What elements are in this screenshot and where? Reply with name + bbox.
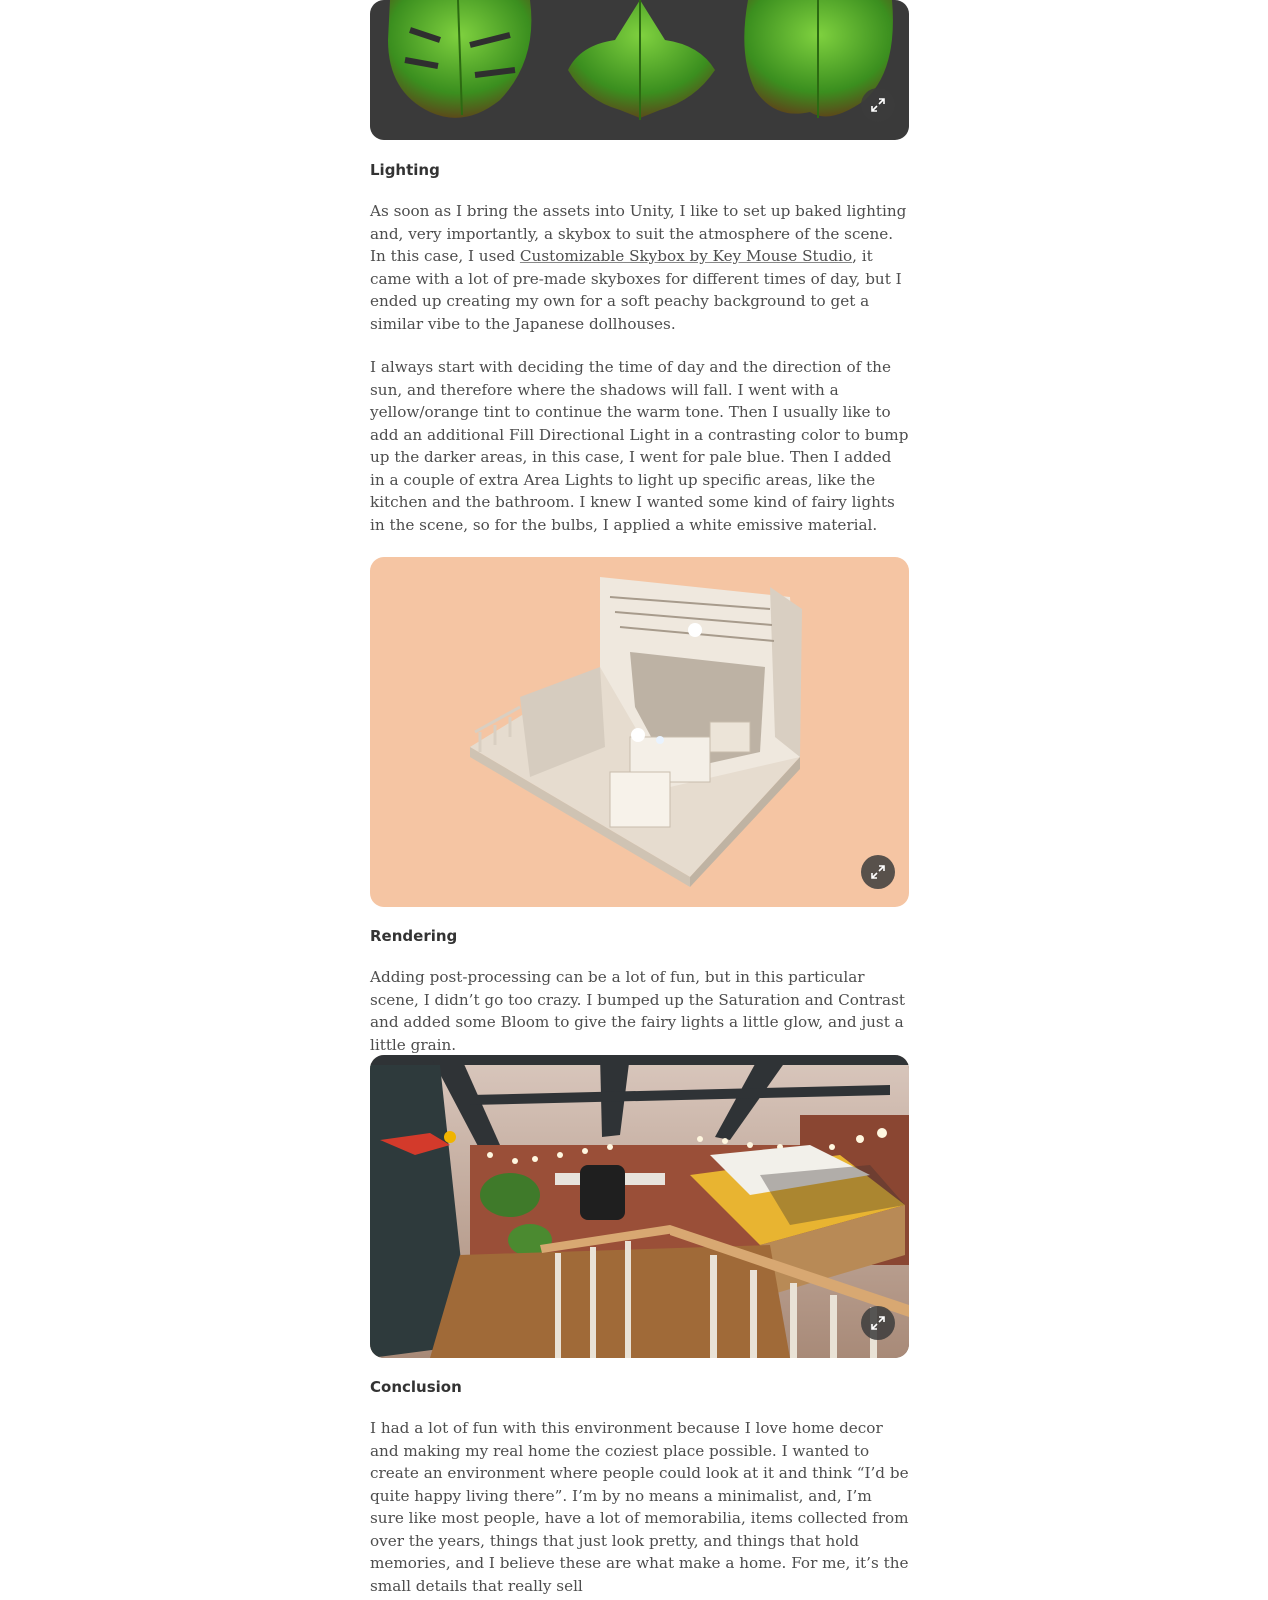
expand-icon xyxy=(870,864,886,880)
leaves-illustration xyxy=(370,0,909,140)
section-heading-rendering: Rendering xyxy=(370,927,458,945)
rendering-paragraph-1: Adding post-processing can be a lot of fun, but in this particular scene, I didn’t go too crazy. I bumped up the Saturation and Contrast and added some Bloom to give the fairy lights a little glow, and just a little grain. xyxy=(370,968,905,1054)
conclusion-paragraph-1: I had a lot of fun with this environment because I love home decor and making my real home the coziest place possible. I wanted to create an environment where people could look at it and think “I’d be quite happy living there”. I’m by no means a minimalist, and, I’m sure like most people, have a lot of memorabilia, items collected from over the years, things that just look pretty, and things that hold memories, and I believe these are what make a home. For me, it’s the small details that really sell xyxy=(370,1419,909,1595)
expand-button[interactable] xyxy=(861,855,895,889)
loft-render-image xyxy=(370,1055,909,1358)
expand-icon xyxy=(870,1315,886,1331)
lighting-paragraph-1: As soon as I bring the assets into Unity, I like to set up baked lighting and, very importantly, a skybox to suit the atmosphere of the scene. In this case, I used Customizable Skybox by Key Mouse Studio, it came with a lot of pre-made skyboxes for different times of day, but I ended up creating my own for a soft peachy background to get a similar vibe to the Japanese dollhouses. xyxy=(370,202,907,333)
loft-illustration xyxy=(370,1055,909,1358)
dollhouse-image xyxy=(370,557,909,907)
dollhouse-illustration xyxy=(370,557,909,907)
leaves-image xyxy=(370,0,909,140)
skybox-link[interactable]: Customizable Skybox by Key Mouse Studio xyxy=(519,247,853,265)
expand-button[interactable] xyxy=(861,88,895,122)
expand-icon xyxy=(870,97,886,113)
expand-button[interactable] xyxy=(861,1306,895,1340)
lighting-paragraph-2: I always start with deciding the time of day and the direction of the sun, and therefore where the shadows will fall. I went with a yellow/orange tint to continue the warm tone. Then I usually like to add an additional Fill Directional Light in a contrasting color to bump up the darker areas, in this case, I went for pale blue. Then I added in a couple of extra Area Lights to light up specific areas, like the kitchen and the bathroom. I knew I wanted some kind of fairy lights in the scene, so for the bulbs, I applied a white emissive material. xyxy=(370,358,909,534)
section-heading-lighting: Lighting xyxy=(370,161,440,179)
section-heading-conclusion: Conclusion xyxy=(370,1378,462,1396)
